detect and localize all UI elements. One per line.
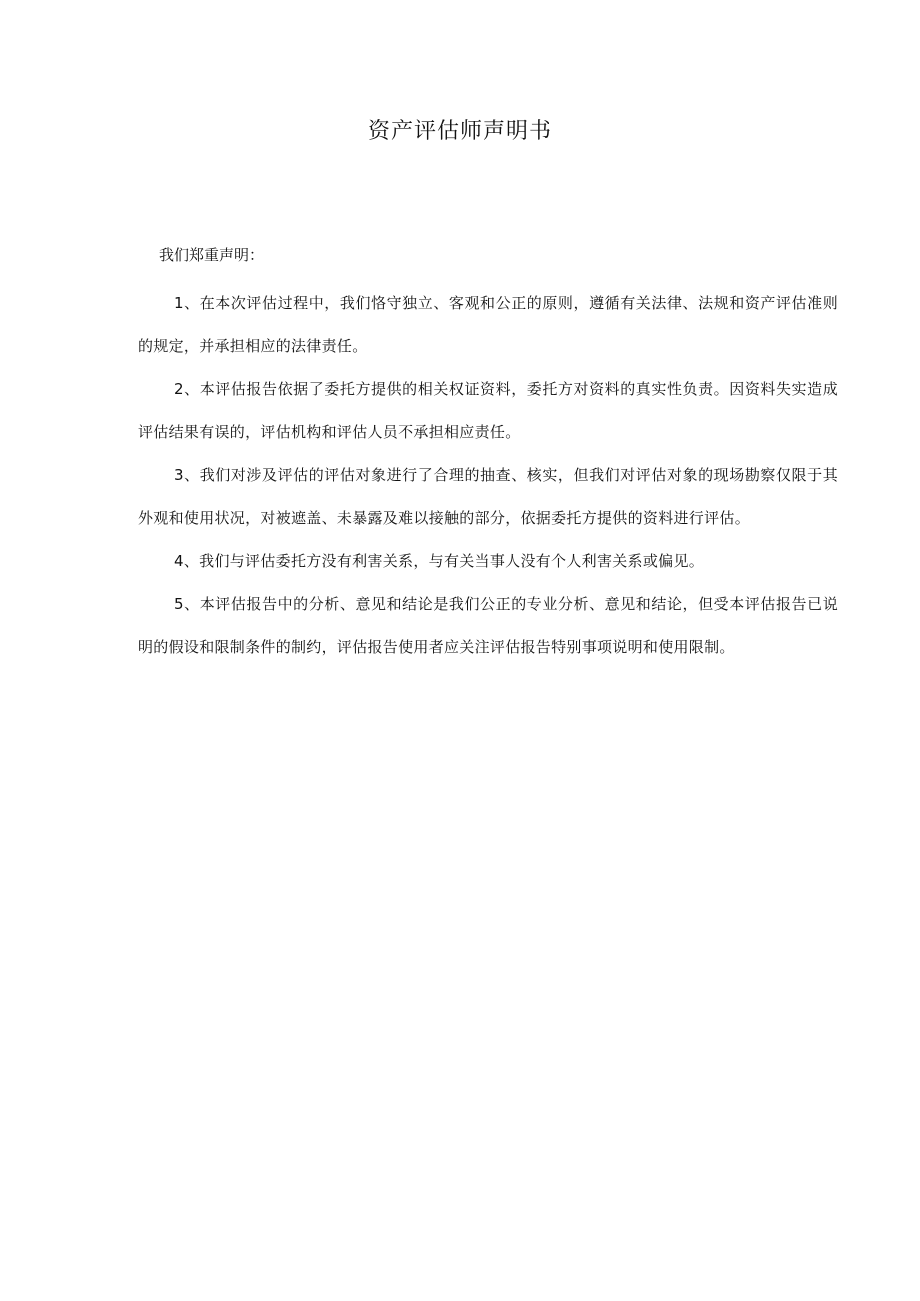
statement-item-4: 4、我们与评估委托方没有利害关系，与有关当事人没有个人利害关系或偏见。: [174, 552, 705, 570]
page-title: 资产评估师声明书: [367, 119, 552, 144]
statement-item-3: 3、我们对涉及评估的评估对象进行了合理的抽查、核实，但我们对评估对象的现场勘察仅限于其外观和使用状况，对被遮盖、未暴露及难以接触的部分，依据委托方提供的资料进行评估。: [138, 466, 838, 527]
statement-item-2: 2、本评估报告依据了委托方提供的相关权证资料，委托方对资料的真实性负责。因资料失实造成评估结果有误的，评估机构和评估人员不承担相应责任。: [138, 380, 838, 441]
statement-item-1: 1、在本次评估过程中，我们恪守独立、客观和公正的原则，遵循有关法律、法规和资产评估准则的规定，并承担相应的法律责任。: [138, 294, 838, 355]
statement-body: [138, 238, 838, 669]
statement-intro: 我们郑重声明：: [159, 246, 265, 264]
statement-item-5: 5、本评估报告中的分析、意见和结论是我们公正的专业分析、意见和结论，但受本评估报告已说明的假设和限制条件的制约，评估报告使用者应关注评估报告特别事项说明和使用限制。: [138, 595, 838, 656]
